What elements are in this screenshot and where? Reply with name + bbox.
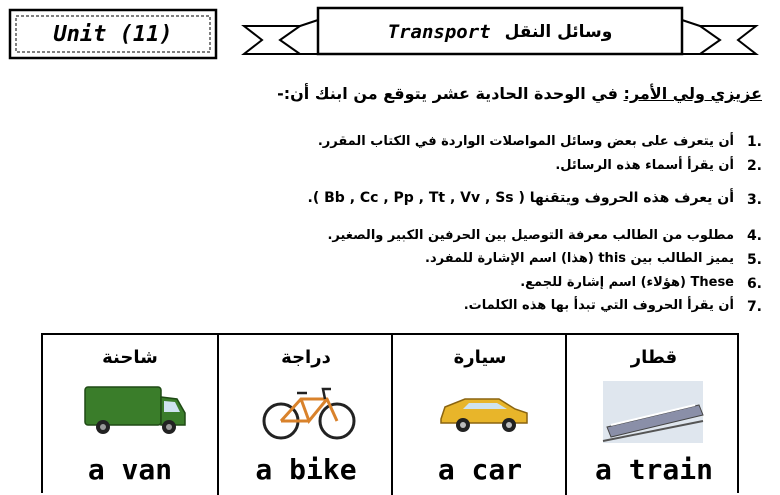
word-arabic: سيارة bbox=[453, 347, 507, 368]
objective-text: أن يعرف هذه الحروف ويتقنها ( Bb , Cc , Pp , Tt , Vv , Ss ). bbox=[307, 190, 734, 206]
objective-text: These (هؤلاء) اسم إشارة للجمع. bbox=[520, 275, 734, 290]
objective-text: مطلوب من الطالب معرفة التوصيل بين الحرفين الكبير والصغير. bbox=[327, 228, 734, 243]
word-english: a van bbox=[87, 453, 173, 486]
objective-number: 3. bbox=[746, 192, 762, 208]
word-english: a bike bbox=[255, 453, 357, 486]
bike-icon bbox=[219, 375, 393, 445]
intro-text: في الوحدة الحادية عشر يتوقع من ابنك أن:- bbox=[277, 84, 624, 103]
intro-salutation: عزيزي ولي الأمر: bbox=[623, 84, 762, 103]
vocab-cell-van bbox=[43, 335, 217, 495]
unit-label: Unit (11) bbox=[53, 21, 173, 47]
vocab-cell-bike bbox=[217, 335, 393, 495]
objective-number: 7. bbox=[746, 299, 762, 315]
word-english: a car bbox=[437, 453, 523, 486]
objective-text: أن يتعرف على بعض وسائل المواصلات الواردة في الكتاب المقرر. bbox=[317, 134, 734, 149]
objective-text: أن يقرأ الحروف التي تبدأ بها هذه الكلمات. bbox=[463, 298, 734, 313]
vocab-cell-car bbox=[391, 335, 567, 495]
vocab-cell-train bbox=[565, 335, 741, 495]
parent-intro bbox=[277, 84, 762, 103]
objective-number: 1. bbox=[746, 134, 762, 150]
objective-text: يميز الطالب بين this (هذا) اسم الإشارة للمفرد. bbox=[425, 251, 734, 266]
unit-label-box bbox=[8, 8, 218, 60]
van-icon bbox=[43, 375, 217, 445]
title-banner bbox=[240, 4, 760, 66]
title-english: Transport bbox=[387, 21, 491, 43]
objective-number: 4. bbox=[746, 228, 762, 244]
title-arabic: وسائل النقل bbox=[504, 22, 613, 42]
train-icon bbox=[567, 375, 741, 445]
objective-text: أن يقرأ أسماء هذه الرسائل. bbox=[555, 158, 734, 173]
objective-number: 5. bbox=[746, 252, 762, 268]
objective-number: 2. bbox=[746, 158, 762, 174]
word-arabic: دراجة bbox=[281, 347, 331, 368]
word-arabic: قطار bbox=[630, 347, 678, 368]
banner-title bbox=[320, 12, 680, 52]
word-english: a train bbox=[594, 453, 713, 486]
word-arabic: شاحنة bbox=[102, 347, 158, 368]
objective-number: 6. bbox=[746, 276, 762, 292]
car-icon bbox=[393, 375, 567, 445]
vocabulary-grid bbox=[41, 333, 739, 493]
